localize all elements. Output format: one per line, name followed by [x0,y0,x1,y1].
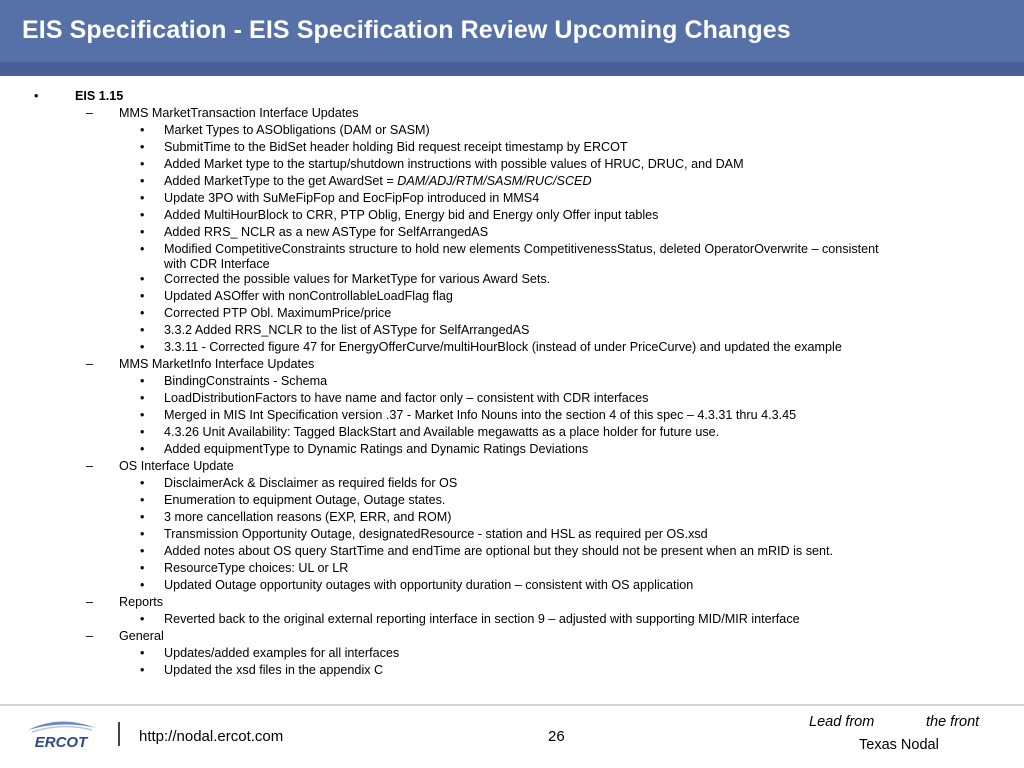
list-item-text: Added Market type to the startup/shutdown instructions with possible values of HRUC, DRUC, and DAM [164,157,744,171]
bullet-marker: • [140,561,145,575]
list-item-text: ResourceType choices: UL or LR [164,561,349,575]
group-heading-item [0,356,1024,373]
list-item [0,509,1024,526]
list-item [0,611,1024,628]
list-item-text: Added equipmentType to Dynamic Ratings and Dynamic Ratings Deviations [164,442,589,456]
list-item-text: Updated ASOffer with nonControllableLoadFlag flag [164,289,453,303]
bullet-marker: • [140,272,145,286]
list-item-text: Updated Outage opportunity outages with opportunity duration – consistent with OS application [164,578,694,592]
list-item-text: Added MultiHourBlock to CRR, PTP Oblig, Energy bid and Energy only Offer input tables [164,208,659,222]
list-item [0,305,1024,322]
list-item [0,390,1024,407]
list-item [0,407,1024,424]
slide-title: EIS Specification - EIS Specification Review Upcoming Changes [22,16,791,44]
bullet-marker: • [140,646,145,660]
bullet-marker: • [140,208,145,222]
list-item [0,241,1024,271]
list-item [0,475,1024,492]
list-item-text: Added notes about OS query StartTime and endTime are optional but they should not be present when an mRID is sent. [164,544,834,558]
footer-divider [118,722,120,746]
bullet-marker: • [140,612,145,626]
group-heading-item [0,458,1024,475]
bullet-marker: • [140,442,145,456]
group-heading-item [0,105,1024,122]
list-item [0,322,1024,339]
group-heading: OS Interface Update [119,459,234,473]
bullet-marker: • [140,527,145,541]
bullet-marker: • [34,89,39,103]
list-item-text: LoadDistributionFactors to have name and factor only – consistent with CDR interfaces [164,391,649,405]
tagline-texas-nodal: Texas Nodal [859,737,939,753]
ercot-logo [22,716,100,752]
footer-url-link[interactable]: http://nodal.ercot.com [139,728,284,745]
bullet-marker: • [140,340,145,354]
list-item [0,173,1024,190]
dash-marker: – [86,459,94,473]
list-item [0,645,1024,662]
list-item [0,139,1024,156]
group-heading: MMS MarketInfo Interface Updates [119,357,315,371]
list-item [0,424,1024,441]
bullet-marker: • [140,578,145,592]
list-item [0,492,1024,509]
bullet-marker: • [140,391,145,405]
bullet-marker: • [140,123,145,137]
awardset-values: DAM/ADJ/RTM/SASM/RUC/SCED [397,174,592,188]
bullet-marker: • [140,476,145,490]
list-item-text: DisclaimerAck & Disclaimer as required fields for OS [164,476,458,490]
list-item-text: Corrected PTP Obl. MaximumPrice/price [164,306,392,320]
bullet-marker: • [140,408,145,422]
section-item [0,88,1024,105]
bullet-marker: • [140,323,145,337]
bullet-marker: • [140,191,145,205]
list-item [0,577,1024,594]
list-item [0,122,1024,139]
dash-marker: – [86,629,94,643]
list-item-text: Reverted back to the original external reporting interface in section 9 – adjusted with supporting MID/MIR interface [164,612,800,626]
list-item [0,373,1024,390]
list-item-text: Added RRS_ NCLR as a new ASType for SelfArrangedAS [164,225,489,239]
list-item-text: Added MarketType to the get AwardSet = [164,174,394,188]
list-item-text: Enumeration to equipment Outage, Outage states. [164,493,446,507]
bullet-marker: • [140,306,145,320]
bullet-marker: • [140,425,145,439]
list-item [0,190,1024,207]
title-bar-underline [0,62,1024,76]
bullet-marker: • [140,140,145,154]
list-item [0,543,1024,560]
list-item-text: 3.3.11 - Corrected figure 47 for EnergyOfferCurve/multiHourBlock (instead of under PriceCurve) and updated the example [164,340,842,354]
tagline-lead-from: Lead from [809,714,875,730]
list-item-text: 4.3.26 Unit Availability: Tagged BlackStart and Available megawatts as a place holder for future use. [164,425,720,439]
list-item-text: Transmission Opportunity Outage, designatedResource - station and HSL as required per OS.xsd [164,527,708,541]
slide-body [0,88,1024,679]
list-item [0,662,1024,679]
list-item-text: Merged in MIS Int Specification version .37 - Market Info Nouns into the section 4 of this spec – 4.3.31 thru 4.3.45 [164,408,797,422]
group-heading-item [0,628,1024,645]
bullet-marker: • [140,225,145,239]
group-heading-item [0,594,1024,611]
page-number: 26 [548,728,565,745]
list-item-text: Market Types to ASObligations (DAM or SASM) [164,123,430,137]
list-item [0,339,1024,356]
bullet-marker: • [140,289,145,303]
bullet-marker: • [140,374,145,388]
bullet-marker: • [140,510,145,524]
dash-marker: – [86,106,94,120]
list-item [0,271,1024,288]
bullet-marker: • [140,174,145,188]
list-item [0,288,1024,305]
bullet-marker: • [140,157,145,171]
list-item [0,441,1024,458]
footer-rule [0,704,1024,706]
list-item [0,156,1024,173]
list-item-text: Corrected the possible values for MarketType for various Award Sets. [164,272,551,286]
list-item [0,526,1024,543]
tagline-the-front: the front [926,714,980,730]
group-heading: General [119,629,164,643]
bullet-marker: • [140,493,145,507]
list-item-text: Updates/added examples for all interfaces [164,646,400,660]
list-item-text: SubmitTime to the BidSet header holding Bid request receipt timestamp by ERCOT [164,140,628,154]
list-item-text: 3 more cancellation reasons (EXP, ERR, and ROM) [164,510,452,524]
group-heading: Reports [119,595,164,609]
list-item-text: Updated the xsd files in the appendix C [164,663,384,677]
dash-marker: – [86,595,94,609]
list-item-text: Update 3PO with SuMeFipFop and EocFipFop introduced in MMS4 [164,191,540,205]
list-item [0,224,1024,241]
section-heading: EIS 1.15 [75,89,124,103]
list-item [0,207,1024,224]
list-item-text: 3.3.2 Added RRS_NCLR to the list of ASType for SelfArrangedAS [164,323,530,337]
list-item-text: Modified CompetitiveConstraints structure to hold new elements CompetitivenessStatus, deleted OperatorOverwrite – consistent [164,242,879,256]
bullet-marker: • [140,544,145,558]
list-item-text: BindingConstraints - Schema [164,374,328,388]
logo-wordmark: ERCOT [34,734,88,751]
list-item-continuation: with CDR Interface [164,257,270,271]
bullet-marker: • [140,242,145,256]
group-heading: MMS MarketTransaction Interface Updates [119,106,359,120]
list-item [0,560,1024,577]
dash-marker: – [86,357,94,371]
bullet-marker: • [140,663,145,677]
